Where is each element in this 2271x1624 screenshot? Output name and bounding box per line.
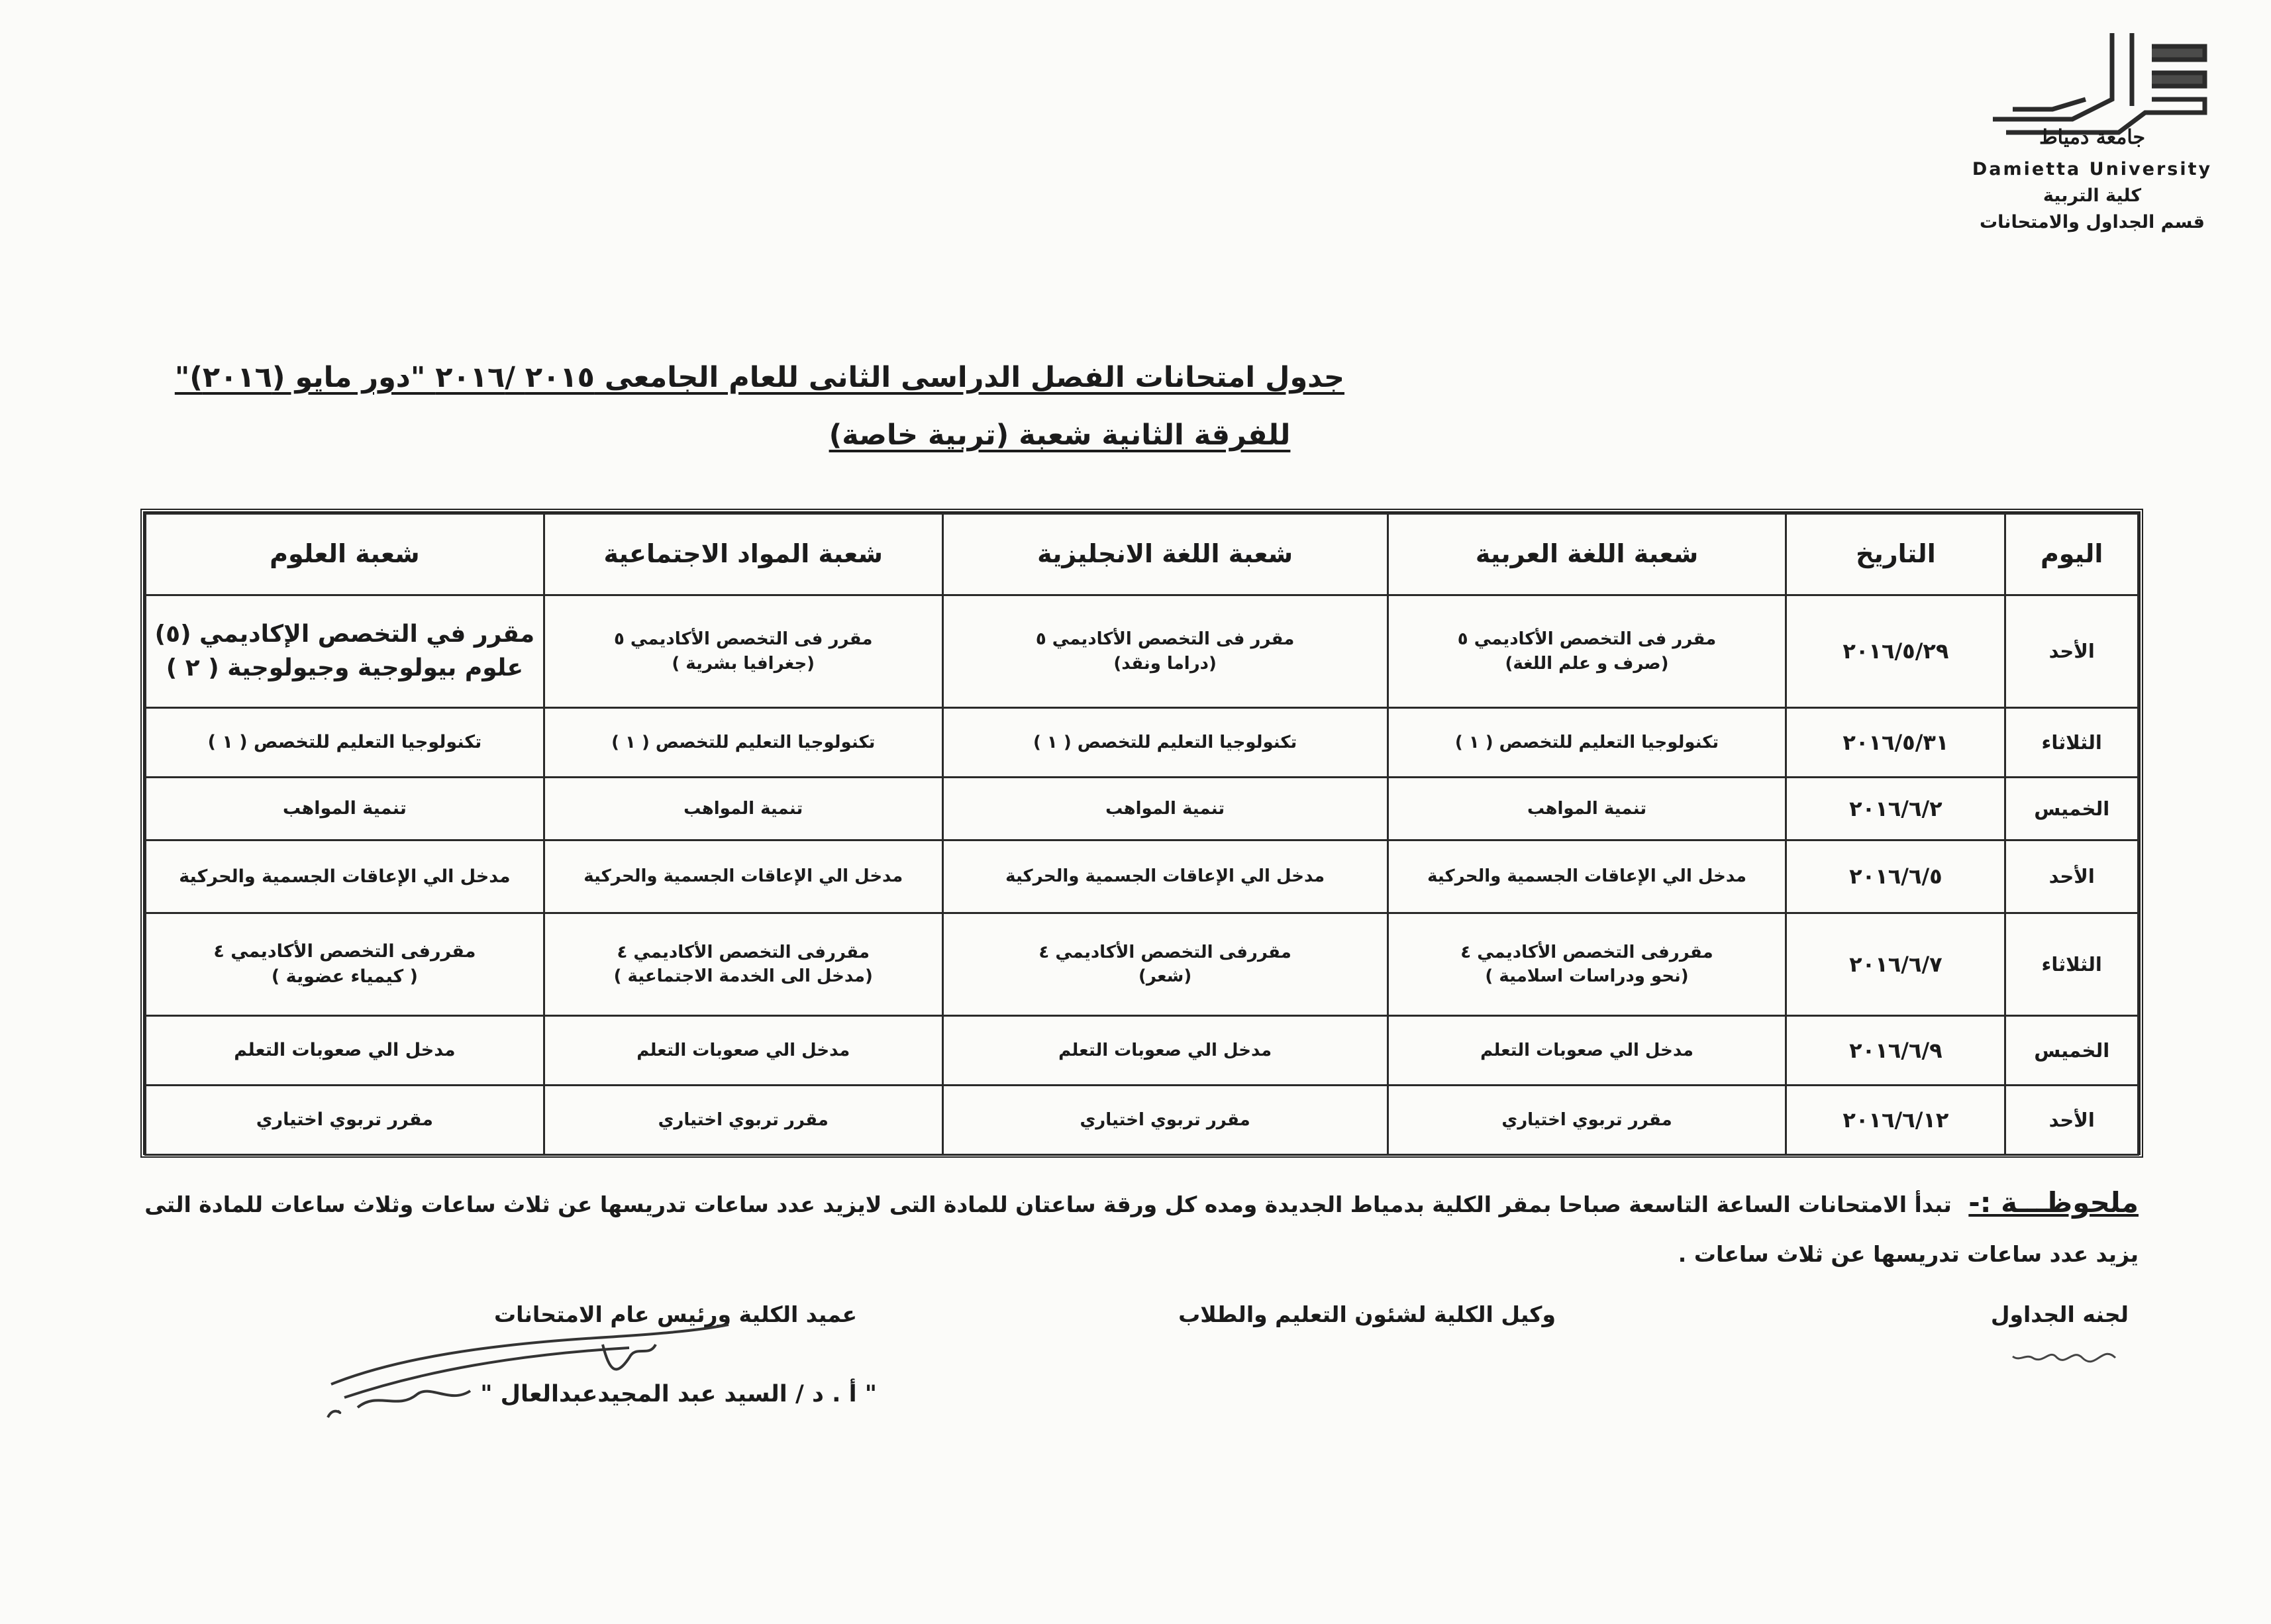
exam-table-frame: [140, 509, 2143, 1158]
table-row: [146, 595, 2139, 708]
table-header-row: [146, 514, 2139, 595]
date-cell: ٢٠١٦/٥/٣١: [1786, 708, 2005, 778]
header-date: التاريخ: [1786, 514, 2005, 595]
arabic-cell: مقرر تربوي اختياري: [1388, 1086, 1786, 1155]
schedule-title: جدول امتحانات الفصل الدراسى الثانى للعام الجامعى ٢٠١٥ /٢٠١٦ "دور مايو (٢٠١٦)": [174, 361, 1344, 394]
date-cell: ٢٠١٦/٦/٩: [1786, 1016, 2005, 1086]
english-cell: تنمية المواهب: [942, 778, 1388, 840]
department-name: قسم الجداول والامتحانات: [1980, 212, 2205, 232]
header-english-section: شعبة اللغة الانجليزية: [942, 514, 1388, 595]
english-cell: مقرر فى التخصص الأكاديمي ٥ (دراما ونقد): [942, 595, 1388, 708]
table-row: [146, 1086, 2139, 1155]
faculty-name: كلية التربية: [2043, 185, 2142, 206]
science-cell: مقرر تربوي اختياري: [146, 1086, 544, 1155]
day-cell: الخميس: [2005, 778, 2139, 840]
social-cell: مقررفى التخصص الأكاديمي ٤ (مدخل الى الخدمة الاجتماعية ): [544, 913, 942, 1016]
day-cell: الثلاثاء: [2005, 913, 2139, 1016]
signature-committee: لجنه الجداول: [1990, 1301, 2129, 1327]
signature-dean: عميد الكلية ورئيس عام الامتحانات: [493, 1301, 857, 1327]
english-cell: مدخل الي الإعاقات الجسمية والحركية: [942, 840, 1388, 913]
table-row: [146, 778, 2139, 840]
arabic-cell: مدخل الي صعوبات التعلم: [1388, 1016, 1786, 1086]
arabic-cell: مقررفى التخصص الأكاديمي ٤ (نحو ودراسات اسلامية ): [1388, 913, 1786, 1016]
date-cell: ٢٠١٦/٦/٢: [1786, 778, 2005, 840]
exam-table: [144, 513, 2139, 1156]
exam-note: [138, 1178, 2139, 1279]
arabic-cell: مقرر فى التخصص الأكاديمي ٥ (صرف و علم اللغة): [1388, 595, 1786, 708]
day-cell: الثلاثاء: [2005, 708, 2139, 778]
handwritten-signature-icon: [318, 1318, 742, 1424]
english-cell: تكنولوجيا التعليم للتخصص ( ١ ): [942, 708, 1388, 778]
header-social-section: شعبة المواد الاجتماعية: [544, 514, 942, 595]
science-cell: تنمية المواهب: [146, 778, 544, 840]
letterhead: [1940, 20, 2245, 232]
social-cell: تكنولوجيا التعليم للتخصص ( ١ ): [544, 708, 942, 778]
english-cell: مقررفى التخصص الأكاديمي ٤ (شعر): [942, 913, 1388, 1016]
science-cell: مقرر في التخصص الإكاديمي (٥) علوم بيولوجية وجيولوجية ( ٢ ): [146, 595, 544, 708]
note-text: تبدأ الامتحانات الساعة التاسعة صباحا بمقر الكلية بدمياط الجديدة ومده كل ورقة ساعتان للمادة التى لايزيد عدد ساعات تدريسها عن ثلاث ساعات وثلاث ساعات للمادة التى يزيد عدد ساعات تدريسها عن ثلاث ساعات .: [144, 1192, 2139, 1267]
dean-name: " أ . د / السيد عبد المجيدعبدالعال ": [480, 1381, 877, 1407]
science-cell: تكنولوجيا التعليم للتخصص ( ١ ): [146, 708, 544, 778]
arabic-cell: تكنولوجيا التعليم للتخصص ( ١ ): [1388, 708, 1786, 778]
social-cell: مقرر فى التخصص الأكاديمي ٥ (جغرافيا بشرية ): [544, 595, 942, 708]
english-cell: مقرر تربوي اختياري: [942, 1086, 1388, 1155]
science-cell: مقررفى التخصص الأكاديمي ٤ ( كيمياء عضوية ): [146, 913, 544, 1016]
university-name-arabic: جامعة دمياط: [2039, 126, 2146, 149]
arabic-cell: مدخل الي الإعاقات الجسمية والحركية: [1388, 840, 1786, 913]
header-science-section: شعبة العلوم: [146, 514, 544, 595]
day-cell: الأحد: [2005, 1086, 2139, 1155]
arabic-cell: تنمية المواهب: [1388, 778, 1786, 840]
day-cell: الأحد: [2005, 595, 2139, 708]
science-cell: مدخل الي الإعاقات الجسمية والحركية: [146, 840, 544, 913]
english-cell: مدخل الي صعوبات التعلم: [942, 1016, 1388, 1086]
table-row: [146, 840, 2139, 913]
handwritten-signature-icon: [2009, 1338, 2122, 1378]
date-cell: ٢٠١٦/٦/١٢: [1786, 1086, 2005, 1155]
schedule-subtitle: للفرقة الثانية شعبة (تربية خاصة): [829, 419, 1291, 452]
table-row: [146, 708, 2139, 778]
date-cell: ٢٠١٦/٦/٧: [1786, 913, 2005, 1016]
date-cell: ٢٠١٦/٦/٥: [1786, 840, 2005, 913]
social-cell: مقرر تربوي اختياري: [544, 1086, 942, 1155]
table-row: [146, 1016, 2139, 1086]
note-label: ملحوظـــة :-: [1968, 1186, 2139, 1219]
header-day: اليوم: [2005, 514, 2139, 595]
date-cell: ٢٠١٦/٥/٢٩: [1786, 595, 2005, 708]
header-arabic-section: شعبة اللغة العربية: [1388, 514, 1786, 595]
table-row: [146, 913, 2139, 1016]
social-cell: تنمية المواهب: [544, 778, 942, 840]
social-cell: مدخل الي الإعاقات الجسمية والحركية: [544, 840, 942, 913]
signature-vice-dean: وكيل الكلية لشئون التعليم والطلاب: [1178, 1301, 1556, 1327]
day-cell: الأحد: [2005, 840, 2139, 913]
social-cell: مدخل الي صعوبات التعلم: [544, 1016, 942, 1086]
science-cell: مدخل الي صعوبات التعلم: [146, 1016, 544, 1086]
university-name-english: Damietta University: [1972, 159, 2213, 179]
day-cell: الخميس: [2005, 1016, 2139, 1086]
